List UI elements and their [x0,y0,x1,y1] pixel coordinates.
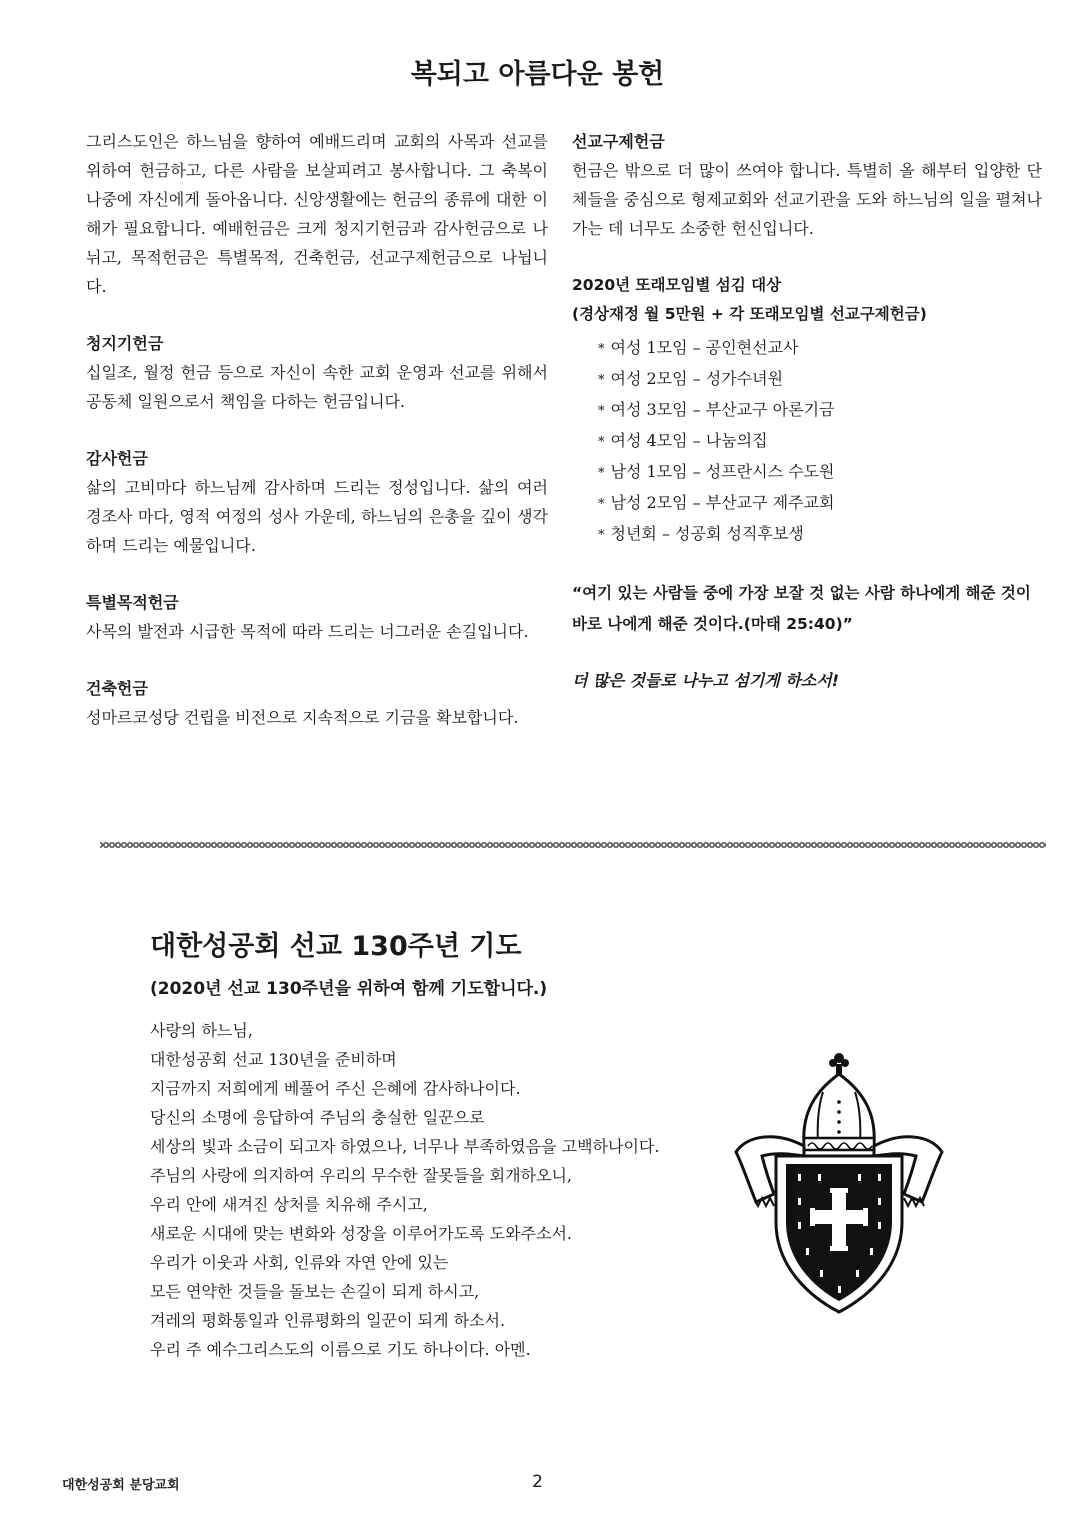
bullet-star-icon: * [598,342,605,357]
targets-subheading: (경상재정 월 5만원 + 각 또래모임별 선교구제헌금) [572,305,927,323]
bullet-star-icon: * [598,528,605,543]
list-item: * 청년회 – 성공회 성직후보생 [598,524,804,543]
section-building [86,674,548,732]
section-text: 사목의 발전과 시급한 목적에 따라 드리는 너그러운 손길입니다. [86,622,529,641]
bullet-star-icon: * [598,404,605,419]
prayer-line: 새로운 시대에 맞는 변화와 성장을 이루어가도록 도와주소서. [150,1224,573,1243]
mission-text: 헌금은 밖으로 더 많이 쓰여야 합니다. 특별히 올 해부터 입양한 단체들을 중심으로 형제교회와 선교기관을 도와 하느님의 일을 펼쳐나가는 데 너무도 소중한 헌신입니다. [572,161,1042,238]
section-heading: 특별목적헌금 [86,593,179,612]
exhortation: 더 많은 것들로 나누고 섬기게 하소서! [572,671,839,690]
list-item: * 남성 1모임 – 성프란시스 수도원 [598,462,835,481]
prayer-line: 모든 연약한 것들을 돌보는 손길이 되게 하시고, [150,1282,480,1301]
section-text: 삶의 고비마다 하느님께 감사하며 드리는 정성입니다. 삶의 여러 경조사 마다, 영적 여정의 성사 가운데, 하느님의 은총을 깊이 생각하며 드리는 예물입니다. [86,478,548,555]
prayer-line: 주님의 사랑에 의지하여 우리의 무수한 잘못들을 회개하오니, [150,1166,573,1185]
prayer-title: 대한성공회 선교 130주년 기도 [150,931,522,962]
prayer-line: 겨레의 평화통일과 인류평화의 일꾼이 되게 하소서. [150,1311,506,1330]
section-text: 성마르코성당 건립을 비전으로 지속적으로 기금을 확보합니다. [86,708,519,727]
list-item: * 여성 1모임 – 공인현선교사 [598,338,799,357]
bullet-star-icon: * [598,373,605,388]
diocese-crest-icon [728,1052,950,1316]
section-divider [100,842,1046,848]
prayer-line: 우리 안에 새겨진 상처를 치유해 주시고, [150,1195,428,1214]
targets-list [572,333,1042,550]
list-item: * 여성 2모임 – 성가수녀원 [598,369,784,388]
prayer-line: 대한성공회 선교 130년을 준비하며 [150,1050,397,1069]
section-stewardship [86,329,548,416]
section-heading: 감사헌금 [86,449,148,468]
bullet-star-icon: * [598,435,605,450]
bullet-star-icon: * [598,466,605,481]
section-thanksgiving [86,444,548,560]
list-item: * 여성 3모임 – 부산교구 아론기금 [598,400,835,419]
page-title: 복되고 아름다운 봉헌 [410,59,665,90]
section-special-purpose [86,588,548,646]
targets-block [572,271,1042,550]
list-item: * 여성 4모임 – 나눔의집 [598,431,768,450]
mission-heading: 선교구제헌금 [572,132,665,151]
section-heading: 청지기헌금 [86,334,164,353]
section-text: 십일조, 월정 헌금 등으로 자신이 속한 교회 운영과 선교를 위해서 공동체 일원으로서 책임을 다하는 헌금입니다. [86,363,548,411]
intro-paragraph: 그리스도인은 하느님을 향하여 예배드리며 교회의 사목과 선교를 위하여 헌금하고, 다른 사람을 보살피려고 봉사합니다. 그 축복이 나중에 자신에게 돌아옵니다. 신앙생활에는 헌금의 종류에 대한 이해가 필요합니다. 예배헌금은 크게 청지기헌금과 감사헌금으로 나뉘고, 목적헌금은 특별목적, 건축헌금, 선교구제헌금으로 나뉩니다. [86,132,548,296]
section-heading: 건축헌금 [86,679,148,698]
prayer-line: 당신의 소명에 응답하여 주님의 충실한 일꾼으로 [150,1108,485,1127]
prayer-line: 사랑의 하느님, [150,1021,253,1040]
list-item: * 남성 2모임 – 부산교구 제주교회 [598,493,835,512]
prayer-line: 우리가 이웃과 사회, 인류와 자연 안에 있는 [150,1253,449,1272]
bible-quote: “여기 있는 사람들 중에 가장 보잘 것 없는 사람 하나에게 해준 것이 바로 나에게 해준 것이다.(마태 25:40)” [572,584,1031,633]
prayer-line: 우리 주 예수그리스도의 이름으로 기도 하나이다. 아멘. [150,1340,531,1359]
prayer-text [150,1016,710,1364]
mission-column [572,127,1042,695]
bullet-star-icon: * [598,497,605,512]
prayer-subtitle: (2020년 선교 130주년을 위하여 함께 기도합니다.) [150,979,548,999]
prayer-line: 지금까지 저희에게 베풀어 주신 은혜에 감사하나이다. [150,1079,521,1098]
offering-types-column [86,127,548,732]
prayer-line: 세상의 빛과 소금이 되고자 하였으나, 너무나 부족하였음을 고백하나이다. [150,1137,660,1156]
targets-heading: 2020년 또래모임별 섬김 대상 [572,276,782,294]
page-number: 2 [532,1472,543,1492]
footer-church-name: 대한성공회 분당교회 [62,1478,180,1493]
